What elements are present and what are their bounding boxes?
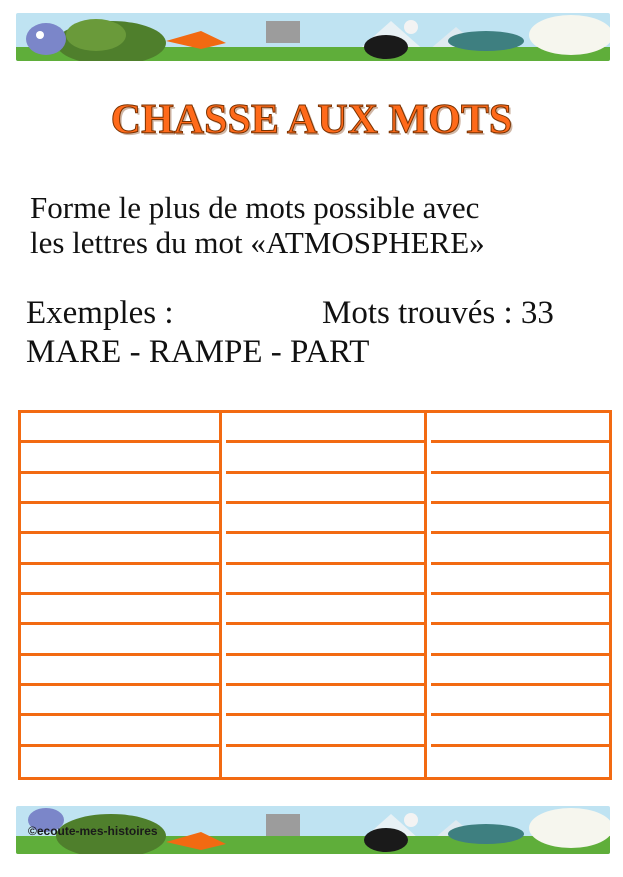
copyright-text: ©ecoute-mes-histoires (28, 824, 158, 838)
example-words: MARE - RAMPE - PART (26, 334, 370, 370)
answer-cell (21, 413, 222, 443)
instruction-line-2: les lettres du mot «ATMOSPHERE» (30, 225, 485, 260)
answer-grid (18, 410, 612, 780)
instruction-text (30, 190, 610, 260)
page-title: CHASSE AUX MOTS (110, 97, 513, 143)
answer-cell (226, 504, 427, 534)
words-found-count: Mots trouvés : 33 (322, 295, 554, 331)
banner-illustration (16, 13, 610, 61)
answer-cell (431, 686, 609, 716)
answer-cell (21, 474, 222, 504)
answer-cell (431, 595, 609, 625)
answer-cell (431, 443, 609, 473)
answer-cell (226, 686, 427, 716)
answer-cell (21, 504, 222, 534)
answer-cell (431, 534, 609, 564)
answer-cell (21, 443, 222, 473)
answer-cell (21, 656, 222, 686)
answer-cell (226, 474, 427, 504)
answer-cell (431, 716, 609, 746)
instruction-line-1: Forme le plus de mots possible avec (30, 190, 480, 225)
answer-cell (226, 595, 427, 625)
answer-cell (21, 565, 222, 595)
answer-cell (431, 413, 609, 443)
answer-cell (431, 565, 609, 595)
answer-cell (21, 534, 222, 564)
answer-cell (431, 625, 609, 655)
answer-cell (431, 656, 609, 686)
answer-cell (431, 747, 609, 777)
answer-cell (21, 686, 222, 716)
answer-cell (226, 534, 427, 564)
answer-cell (226, 443, 427, 473)
answer-cell (21, 625, 222, 655)
answer-cell (431, 504, 609, 534)
answer-cell (226, 413, 427, 443)
examples-label: Exemples : (26, 295, 174, 331)
top-banner (16, 13, 610, 61)
answer-cell (226, 656, 427, 686)
answer-cell (226, 625, 427, 655)
bottom-banner (16, 806, 610, 854)
answer-cell (226, 716, 427, 746)
answer-cell (21, 595, 222, 625)
answer-cell (226, 747, 427, 777)
answer-cell (431, 474, 609, 504)
answer-cell (21, 747, 222, 777)
answer-cell (21, 716, 222, 746)
answer-cell (226, 565, 427, 595)
